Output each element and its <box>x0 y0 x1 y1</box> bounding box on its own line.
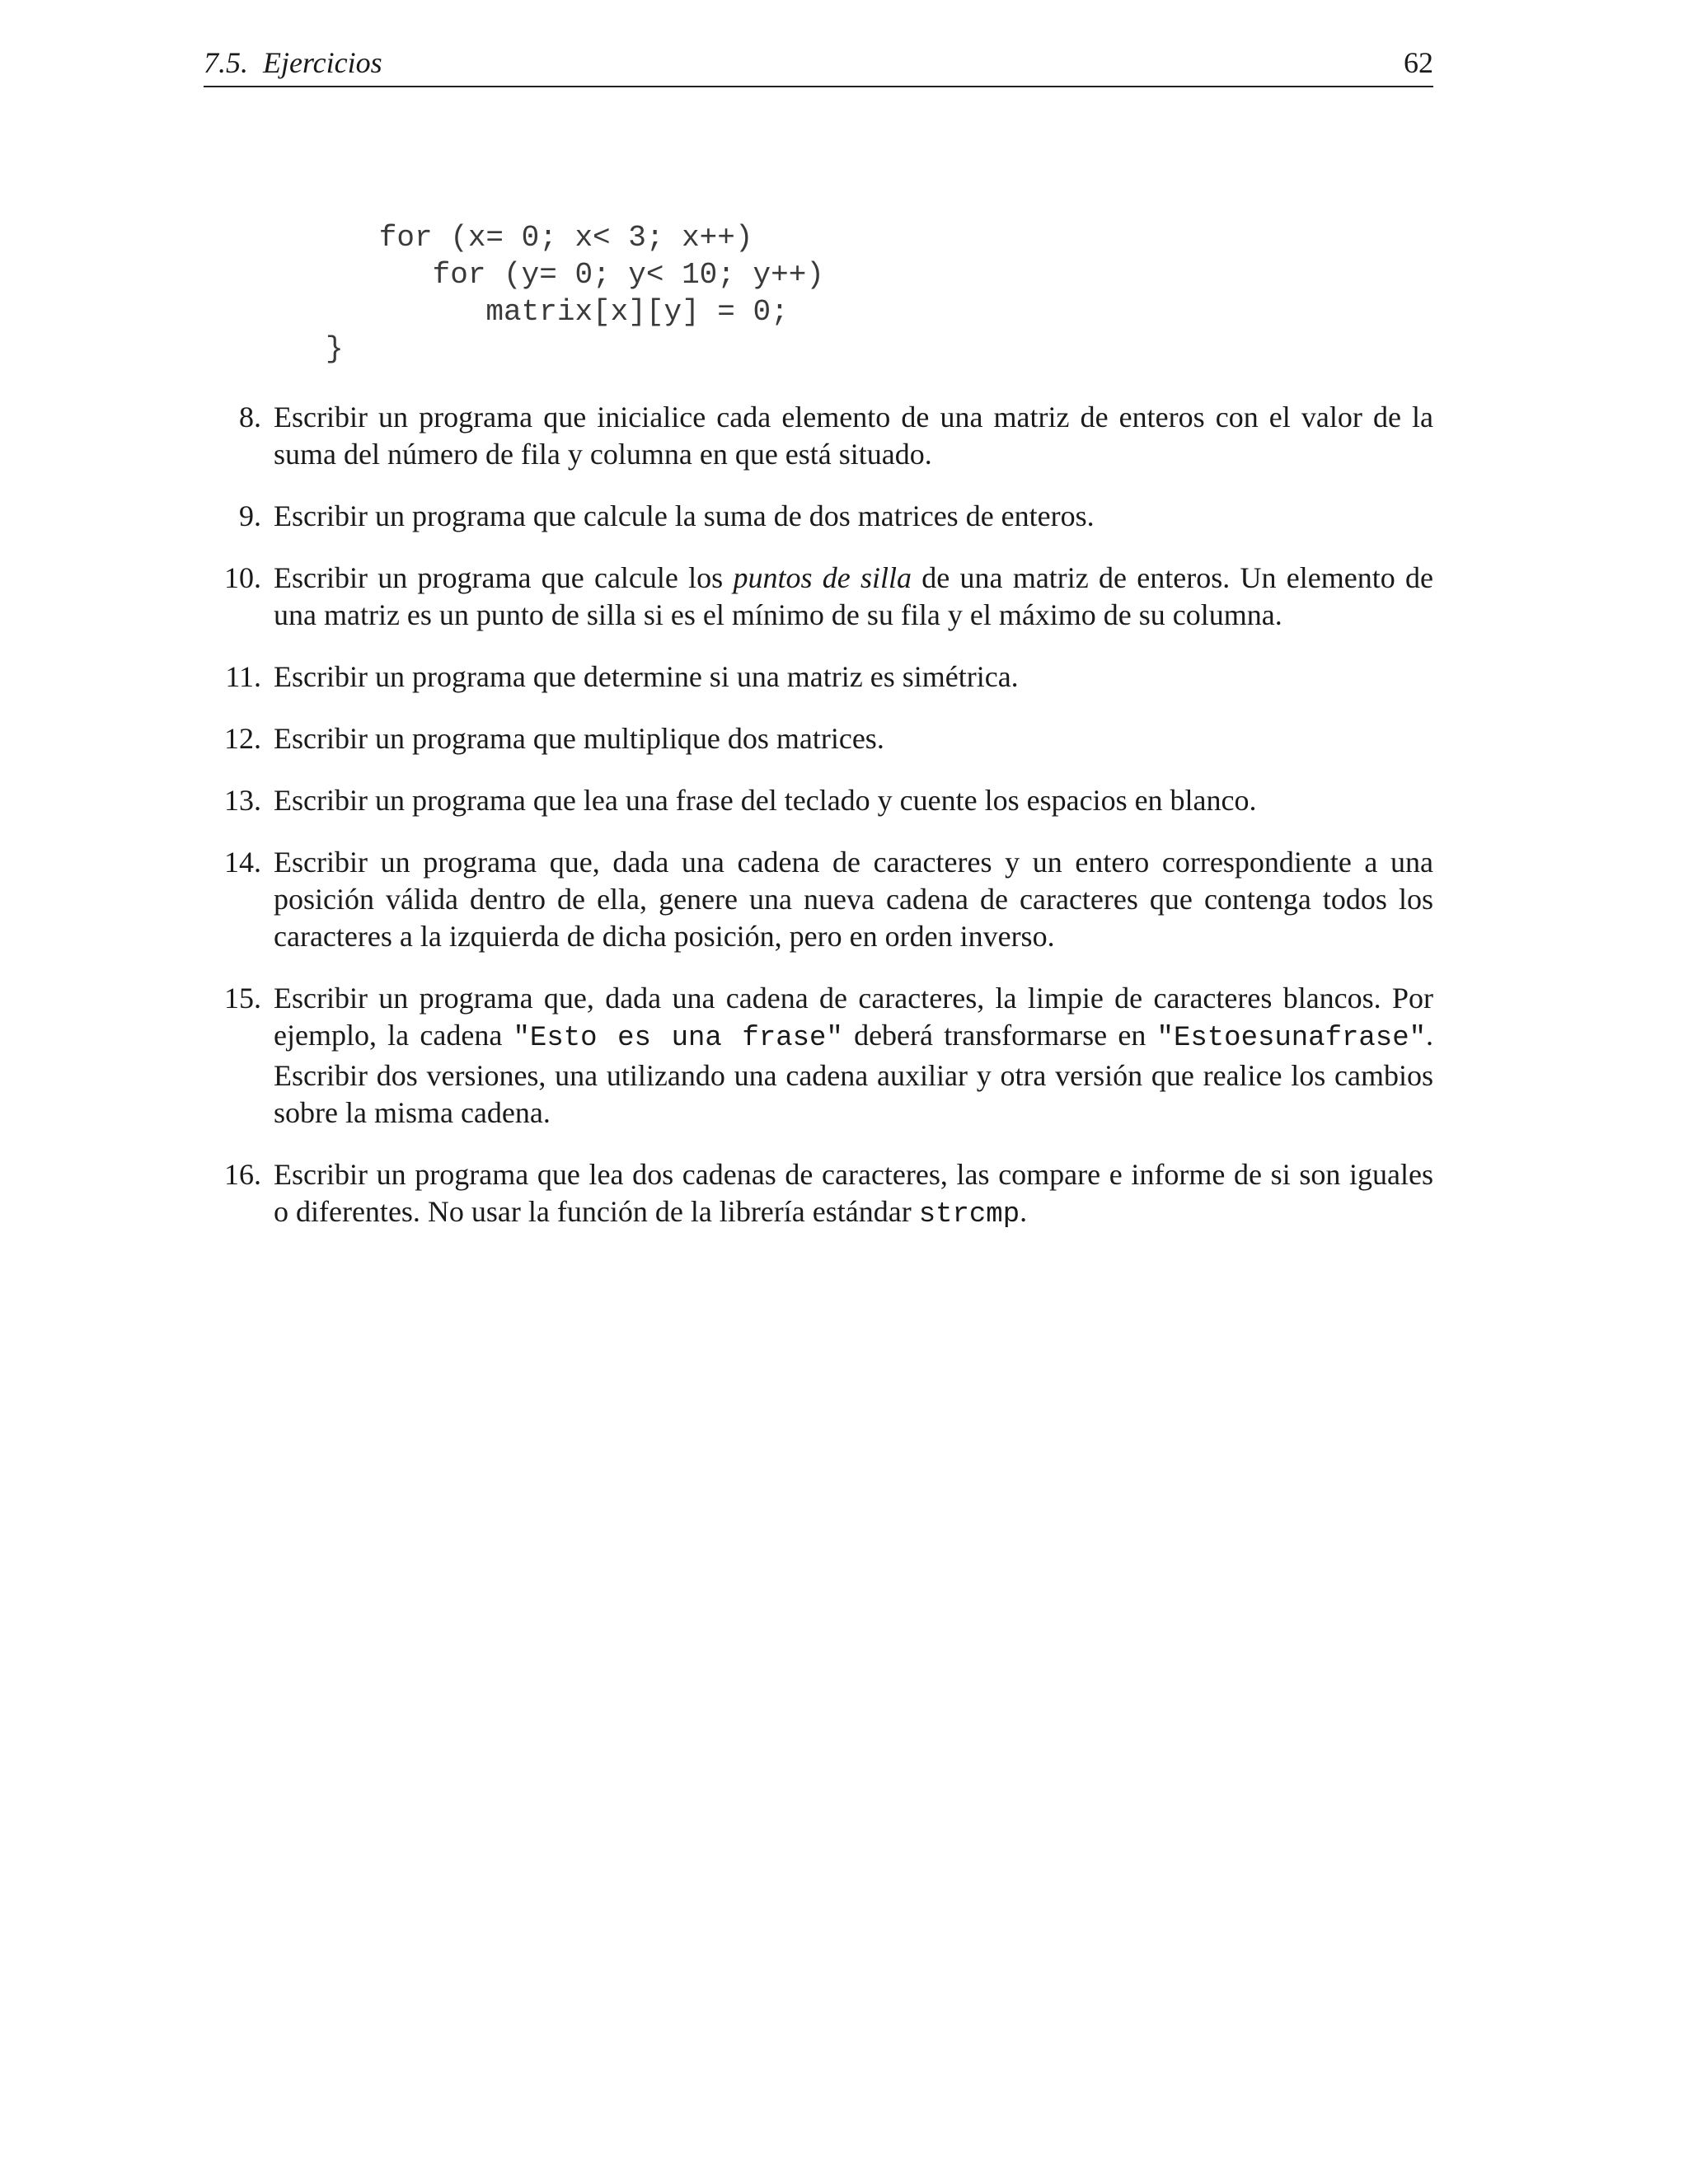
exercise-text: Escribir un programa que inicialice cada elemento de una matriz de enteros con el valor de la suma del número de fila y columna en que está situado. <box>274 401 1433 471</box>
exercise-text: Escribir un programa que lea una frase del teclado y cuente los espacios en blanco. <box>274 784 1257 817</box>
inline-code: "Esto es una frase" <box>513 1023 843 1054</box>
inline-code: "Estoesunafrase" <box>1156 1023 1426 1054</box>
page-number: 62 <box>1404 46 1433 79</box>
exercise-text: Escribir un programa que multiplique dos matrices. <box>274 722 884 755</box>
code-line: } <box>326 332 344 366</box>
exercise-text: Escribir un programa que determine si una matriz es simétrica. <box>274 660 1019 693</box>
exercise-item-10 <box>204 560 1433 634</box>
exercise-number: 11. <box>225 660 261 693</box>
exercise-number: 8. <box>239 401 261 434</box>
code-line: matrix[x][y] = 0; <box>326 295 789 329</box>
exercise-item-12 <box>204 720 1433 757</box>
exercise-number: 10. <box>224 561 261 594</box>
exercise-text: de una matriz de enteros. Un elemento de una matriz es un punto de silla si es el mínimo de su fila y el máximo de su columna. <box>274 561 1433 631</box>
exercise-text: Escribir un programa que calcule los <box>274 561 734 594</box>
exercise-item-13 <box>204 782 1433 819</box>
exercise-text: Escribir un programa que, dada una cadena de caracteres, la limpie de caracteres blancos. Por ejemplo, la cadena <box>274 982 1433 1052</box>
exercise-number: 12. <box>224 722 261 755</box>
exercise-list <box>204 399 1433 1258</box>
exercise-number: 14. <box>224 846 261 879</box>
exercise-item-15 <box>204 980 1433 1132</box>
exercise-text: Escribir un programa que, dada una cadena de caracteres y un entero correspondiente a una posición válida dentro de ella, genere una nueva cadena de caracteres que contenga todos los caracteres a la izquierda de dicha posición, pero en orden inverso. <box>274 846 1433 953</box>
exercise-text: Escribir un programa que lea dos cadenas de caracteres, las compare e informe de si son iguales o diferentes. No usar la función de la librería estándar <box>274 1158 1433 1228</box>
code-line: for (y= 0; y< 10; y++) <box>326 258 824 292</box>
exercise-item-9 <box>204 498 1433 535</box>
exercise-item-8 <box>204 399 1433 473</box>
exercise-text: . <box>1020 1195 1028 1228</box>
exercise-number: 16. <box>224 1158 261 1191</box>
exercise-item-11 <box>204 658 1433 696</box>
section-title: 7.5. Ejercicios <box>204 46 382 79</box>
exercise-emphasis: puntos de silla <box>733 561 912 594</box>
exercise-number: 9. <box>239 499 261 532</box>
running-header <box>204 43 1433 87</box>
exercise-text: deberá transformarse en <box>842 1019 1157 1052</box>
exercise-item-16 <box>204 1156 1433 1234</box>
code-line: for (x= 0; x< 3; x++) <box>326 221 753 255</box>
exercise-number: 13. <box>224 784 261 817</box>
inline-code: strcmp <box>918 1199 1020 1230</box>
exercise-item-14 <box>204 844 1433 955</box>
exercise-text: Escribir un programa que calcule la suma de dos matrices de enteros. <box>274 499 1095 532</box>
exercise-text: . Escribir dos versiones, una utilizando una cadena auxiliar y otra versión que realice los cambios sobre la misma cadena. <box>274 1019 1433 1129</box>
code-snippet <box>326 219 824 368</box>
exercise-number: 15. <box>224 982 261 1015</box>
